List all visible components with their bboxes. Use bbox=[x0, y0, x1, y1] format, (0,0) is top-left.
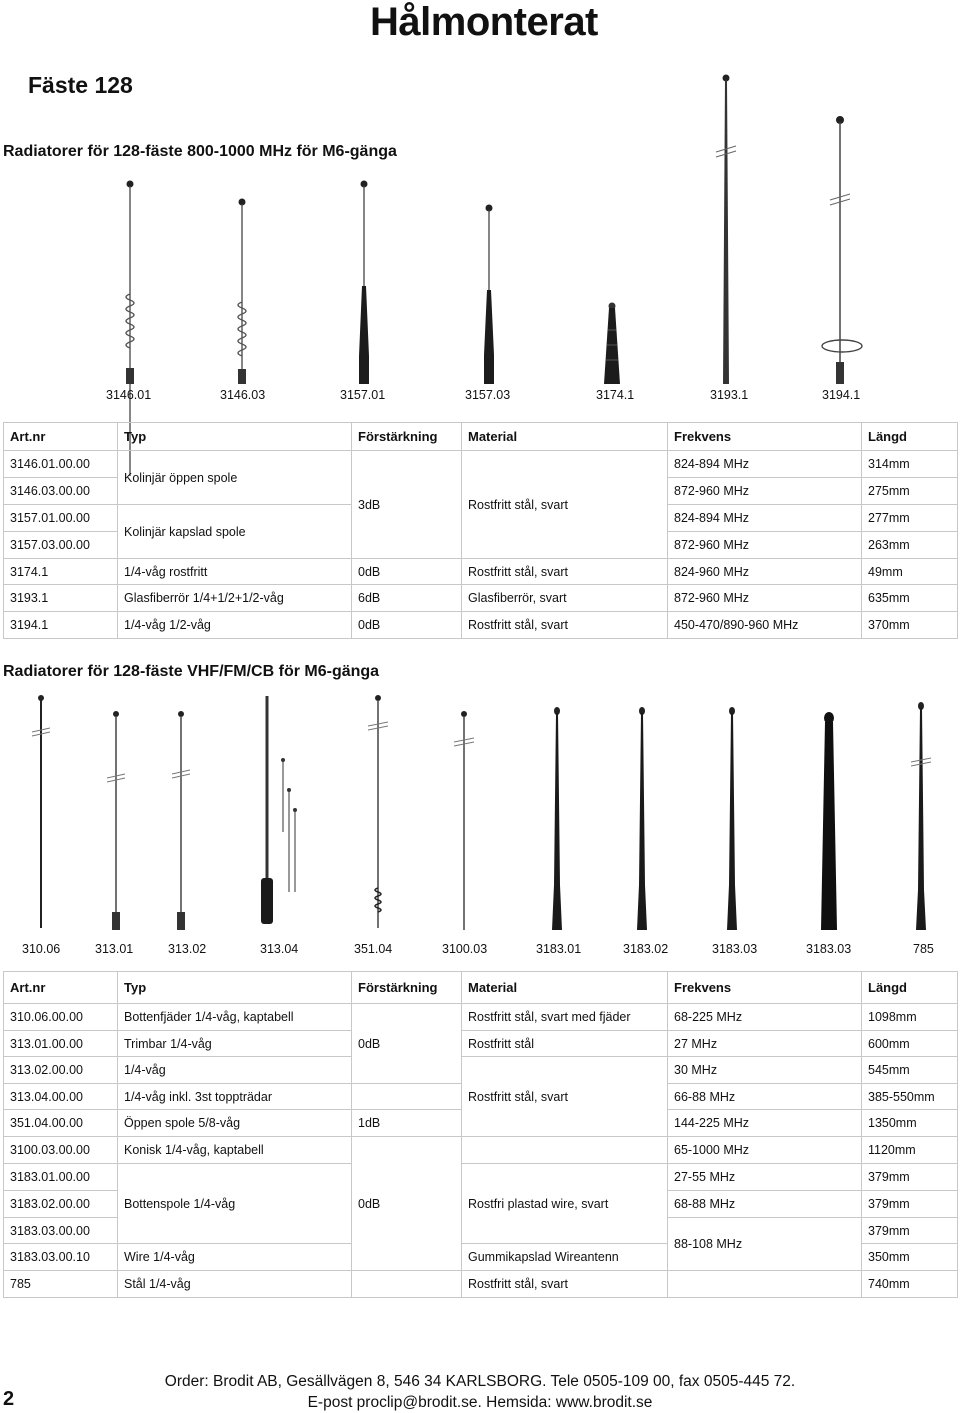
cell-art: 3194.1 bbox=[4, 612, 118, 639]
cell-gain: 1dB bbox=[352, 1110, 462, 1137]
table-row bbox=[4, 1137, 958, 1164]
cell-art: 3183.02.00.00 bbox=[4, 1191, 118, 1218]
cell-art: 313.02.00.00 bbox=[4, 1057, 118, 1084]
antenna-3146-03-image bbox=[232, 194, 252, 386]
cell-art: 3193.1 bbox=[4, 585, 118, 612]
cell-length: 385-550mm bbox=[862, 1084, 958, 1110]
antenna-3183-01-image bbox=[545, 705, 569, 932]
antenna-3146-01-image bbox=[120, 176, 140, 386]
antenna-351-04-image bbox=[366, 692, 390, 932]
cell-gain: 3dB bbox=[352, 451, 462, 559]
caption: 3194.1 bbox=[822, 388, 861, 402]
caption: 351.04 bbox=[354, 942, 393, 956]
antenna-313-04-image bbox=[255, 692, 305, 932]
cell-length: 275mm bbox=[862, 478, 958, 505]
cell-length: 314mm bbox=[862, 451, 958, 478]
caption: 313.02 bbox=[168, 942, 207, 956]
cell-typ: Kolinjär öppen spole bbox=[118, 451, 352, 505]
table-row bbox=[4, 612, 958, 639]
cell-gain bbox=[352, 1271, 462, 1298]
column-header: Längd bbox=[862, 423, 958, 451]
cell-material: Rostfritt stål, svart bbox=[462, 559, 668, 585]
cell-typ: Konisk 1/4-våg, kaptabell bbox=[118, 1137, 352, 1164]
antenna-313-02-image bbox=[170, 708, 192, 932]
cell-length: 1350mm bbox=[862, 1110, 958, 1137]
cell-art: 3183.03.00.00 bbox=[4, 1218, 118, 1244]
cell-typ: 1/4-våg inkl. 3st toppträdar bbox=[118, 1084, 352, 1110]
table-row bbox=[4, 1164, 958, 1191]
cell-typ: Öppen spole 5/8-våg bbox=[118, 1110, 352, 1137]
cell-freq: 872-960 MHz bbox=[668, 585, 862, 612]
cell-art: 785 bbox=[4, 1271, 118, 1298]
caption: 3183.01 bbox=[536, 942, 582, 956]
table-row bbox=[4, 451, 958, 478]
cell-material: Rostfritt stål, svart bbox=[462, 451, 668, 559]
cell-art: 3157.01.00.00 bbox=[4, 505, 118, 532]
cell-freq: 872-960 MHz bbox=[668, 478, 862, 505]
column-header: Typ bbox=[118, 972, 352, 1004]
caption: 785 bbox=[913, 942, 934, 956]
cell-typ: 1/4-våg 1/2-våg bbox=[118, 612, 352, 639]
cell-length: 379mm bbox=[862, 1218, 958, 1244]
cell-art: 3146.01.00.00 bbox=[4, 451, 118, 478]
table-row bbox=[4, 585, 958, 612]
table-row bbox=[4, 1031, 958, 1057]
cell-freq: 144-225 MHz bbox=[668, 1110, 862, 1137]
group1-heading: Radiatorer för 128-fäste 800-1000 MHz för M6-gänga bbox=[3, 143, 397, 160]
cell-material bbox=[462, 1137, 668, 1164]
cell-typ: 1/4-våg bbox=[118, 1057, 352, 1084]
caption: 3183.02 bbox=[623, 942, 669, 956]
cell-art: 3146.03.00.00 bbox=[4, 478, 118, 505]
column-header: Art.nr bbox=[4, 423, 118, 451]
group2-spec-table bbox=[3, 971, 958, 1298]
cell-freq: 824-894 MHz bbox=[668, 451, 862, 478]
cell-length: 263mm bbox=[862, 532, 958, 559]
cell-length: 49mm bbox=[862, 559, 958, 585]
footer-contact-line: E-post proclip@brodit.se. Hemsida: www.brodit.se bbox=[307, 1394, 653, 1411]
cell-art: 3157.03.00.00 bbox=[4, 532, 118, 559]
antenna-3183-03-10-image bbox=[814, 710, 844, 932]
antenna-785-image bbox=[908, 700, 934, 932]
cell-material: Gummikapslad Wireantenn bbox=[462, 1244, 668, 1271]
cell-art: 313.04.00.00 bbox=[4, 1084, 118, 1110]
cell-freq: 27-55 MHz bbox=[668, 1164, 862, 1191]
cell-material: Rostfri plastad wire, svart bbox=[462, 1164, 668, 1244]
caption: 3157.01 bbox=[340, 388, 386, 402]
cell-typ: Stål 1/4-våg bbox=[118, 1271, 352, 1298]
cell-typ: Bottenspole 1/4-våg bbox=[118, 1164, 352, 1244]
cell-material: Rostfritt stål, svart med fjäder bbox=[462, 1004, 668, 1031]
caption: 313.01 bbox=[95, 942, 134, 956]
cell-material: Glasfiberrör, svart bbox=[462, 585, 668, 612]
cell-art: 351.04.00.00 bbox=[4, 1110, 118, 1137]
cell-freq: 68-88 MHz bbox=[668, 1191, 862, 1218]
caption: 3174.1 bbox=[596, 388, 635, 402]
cell-freq: 88-108 MHz bbox=[668, 1218, 862, 1271]
cell-art: 3183.03.00.10 bbox=[4, 1244, 118, 1271]
footer-order-line: Order: Brodit AB, Gesällvägen 8, 546 34 KARLSBORG. Tele 0505-109 00, fax 0505-445 72. bbox=[164, 1373, 796, 1390]
cell-gain: 6dB bbox=[352, 585, 462, 612]
caption: 313.04 bbox=[260, 942, 299, 956]
cell-freq: 68-225 MHz bbox=[668, 1004, 862, 1031]
group2-heading: Radiatorer för 128-fäste VHF/FM/CB för M6-gänga bbox=[3, 663, 380, 680]
table-row bbox=[4, 1004, 958, 1031]
cell-material: Rostfritt stål, svart bbox=[462, 612, 668, 639]
caption: 3183.03 bbox=[712, 942, 758, 956]
table-header-row bbox=[4, 972, 958, 1004]
cell-length: 600mm bbox=[862, 1031, 958, 1057]
table-header-row bbox=[4, 423, 958, 451]
footer bbox=[0, 1371, 960, 1413]
cell-length: 370mm bbox=[862, 612, 958, 639]
column-header: Förstärkning bbox=[352, 423, 462, 451]
cell-length: 379mm bbox=[862, 1191, 958, 1218]
antenna-313-01-image bbox=[105, 708, 127, 932]
antenna-3193-1-image bbox=[712, 72, 740, 386]
cell-freq: 27 MHz bbox=[668, 1031, 862, 1057]
page-title: Hålmonterat bbox=[370, 0, 598, 44]
column-header: Material bbox=[462, 972, 668, 1004]
cell-material: Rostfritt stål, svart bbox=[462, 1057, 668, 1137]
column-header: Art.nr bbox=[4, 972, 118, 1004]
cell-gain: 0dB bbox=[352, 612, 462, 639]
group1-spec-table bbox=[3, 422, 958, 639]
antenna-3194-1-image bbox=[818, 112, 868, 386]
cell-typ: 1/4-våg rostfritt bbox=[118, 559, 352, 585]
cell-gain bbox=[352, 1084, 462, 1110]
caption: 3193.1 bbox=[710, 388, 749, 402]
antenna-3100-03-image bbox=[452, 708, 476, 932]
antenna-3183-03-image bbox=[720, 705, 744, 932]
cell-gain: 0dB bbox=[352, 1137, 462, 1271]
caption: 3146.01 bbox=[106, 388, 152, 402]
antenna-310-06-image bbox=[30, 692, 52, 932]
cell-typ: Trimbar 1/4-våg bbox=[118, 1031, 352, 1057]
antenna-3183-02-image bbox=[630, 705, 654, 932]
cell-length: 545mm bbox=[862, 1057, 958, 1084]
caption: 310.06 bbox=[22, 942, 61, 956]
cell-freq bbox=[668, 1271, 862, 1298]
antenna-3157-01-image bbox=[354, 176, 374, 386]
cell-length: 350mm bbox=[862, 1244, 958, 1271]
cell-length: 379mm bbox=[862, 1164, 958, 1191]
caption: 3157.03 bbox=[465, 388, 511, 402]
page-number: 2 bbox=[3, 1388, 15, 1410]
cell-freq: 65-1000 MHz bbox=[668, 1137, 862, 1164]
cell-freq: 30 MHz bbox=[668, 1057, 862, 1084]
cell-art: 3100.03.00.00 bbox=[4, 1137, 118, 1164]
column-header: Frekvens bbox=[668, 423, 862, 451]
antenna-3157-03-image bbox=[479, 200, 499, 386]
caption: 3146.03 bbox=[220, 388, 266, 402]
column-header: Material bbox=[462, 423, 668, 451]
section-title: Fäste 128 bbox=[28, 72, 133, 98]
column-header: Frekvens bbox=[668, 972, 862, 1004]
caption: 3183.03 bbox=[806, 942, 852, 956]
cell-length: 277mm bbox=[862, 505, 958, 532]
cell-material: Rostfritt stål, svart bbox=[462, 1271, 668, 1298]
cell-gain: 0dB bbox=[352, 559, 462, 585]
table-row bbox=[4, 559, 958, 585]
cell-art: 3183.01.00.00 bbox=[4, 1164, 118, 1191]
cell-typ: Wire 1/4-våg bbox=[118, 1244, 352, 1271]
cell-length: 1098mm bbox=[862, 1004, 958, 1031]
cell-freq: 450-470/890-960 MHz bbox=[668, 612, 862, 639]
cell-material: Rostfritt stål bbox=[462, 1031, 668, 1057]
table-row bbox=[4, 1057, 958, 1084]
cell-length: 1120mm bbox=[862, 1137, 958, 1164]
cell-length: 740mm bbox=[862, 1271, 958, 1298]
antenna-3174-1-image bbox=[600, 300, 624, 386]
cell-freq: 824-894 MHz bbox=[668, 505, 862, 532]
cell-art: 3174.1 bbox=[4, 559, 118, 585]
column-header: Förstärkning bbox=[352, 972, 462, 1004]
cell-freq: 66-88 MHz bbox=[668, 1084, 862, 1110]
cell-freq: 872-960 MHz bbox=[668, 532, 862, 559]
cell-typ: Kolinjär kapslad spole bbox=[118, 505, 352, 559]
cell-freq: 824-960 MHz bbox=[668, 559, 862, 585]
cell-typ: Glasfiberrör 1/4+1/2+1/2-våg bbox=[118, 585, 352, 612]
cell-art: 313.01.00.00 bbox=[4, 1031, 118, 1057]
cell-art: 310.06.00.00 bbox=[4, 1004, 118, 1031]
table-row bbox=[4, 1271, 958, 1298]
cell-gain: 0dB bbox=[352, 1004, 462, 1084]
cell-length: 635mm bbox=[862, 585, 958, 612]
column-header: Typ bbox=[118, 423, 352, 451]
column-header: Längd bbox=[862, 972, 958, 1004]
cell-typ: Bottenfjäder 1/4-våg, kaptabell bbox=[118, 1004, 352, 1031]
caption: 3100.03 bbox=[442, 942, 488, 956]
